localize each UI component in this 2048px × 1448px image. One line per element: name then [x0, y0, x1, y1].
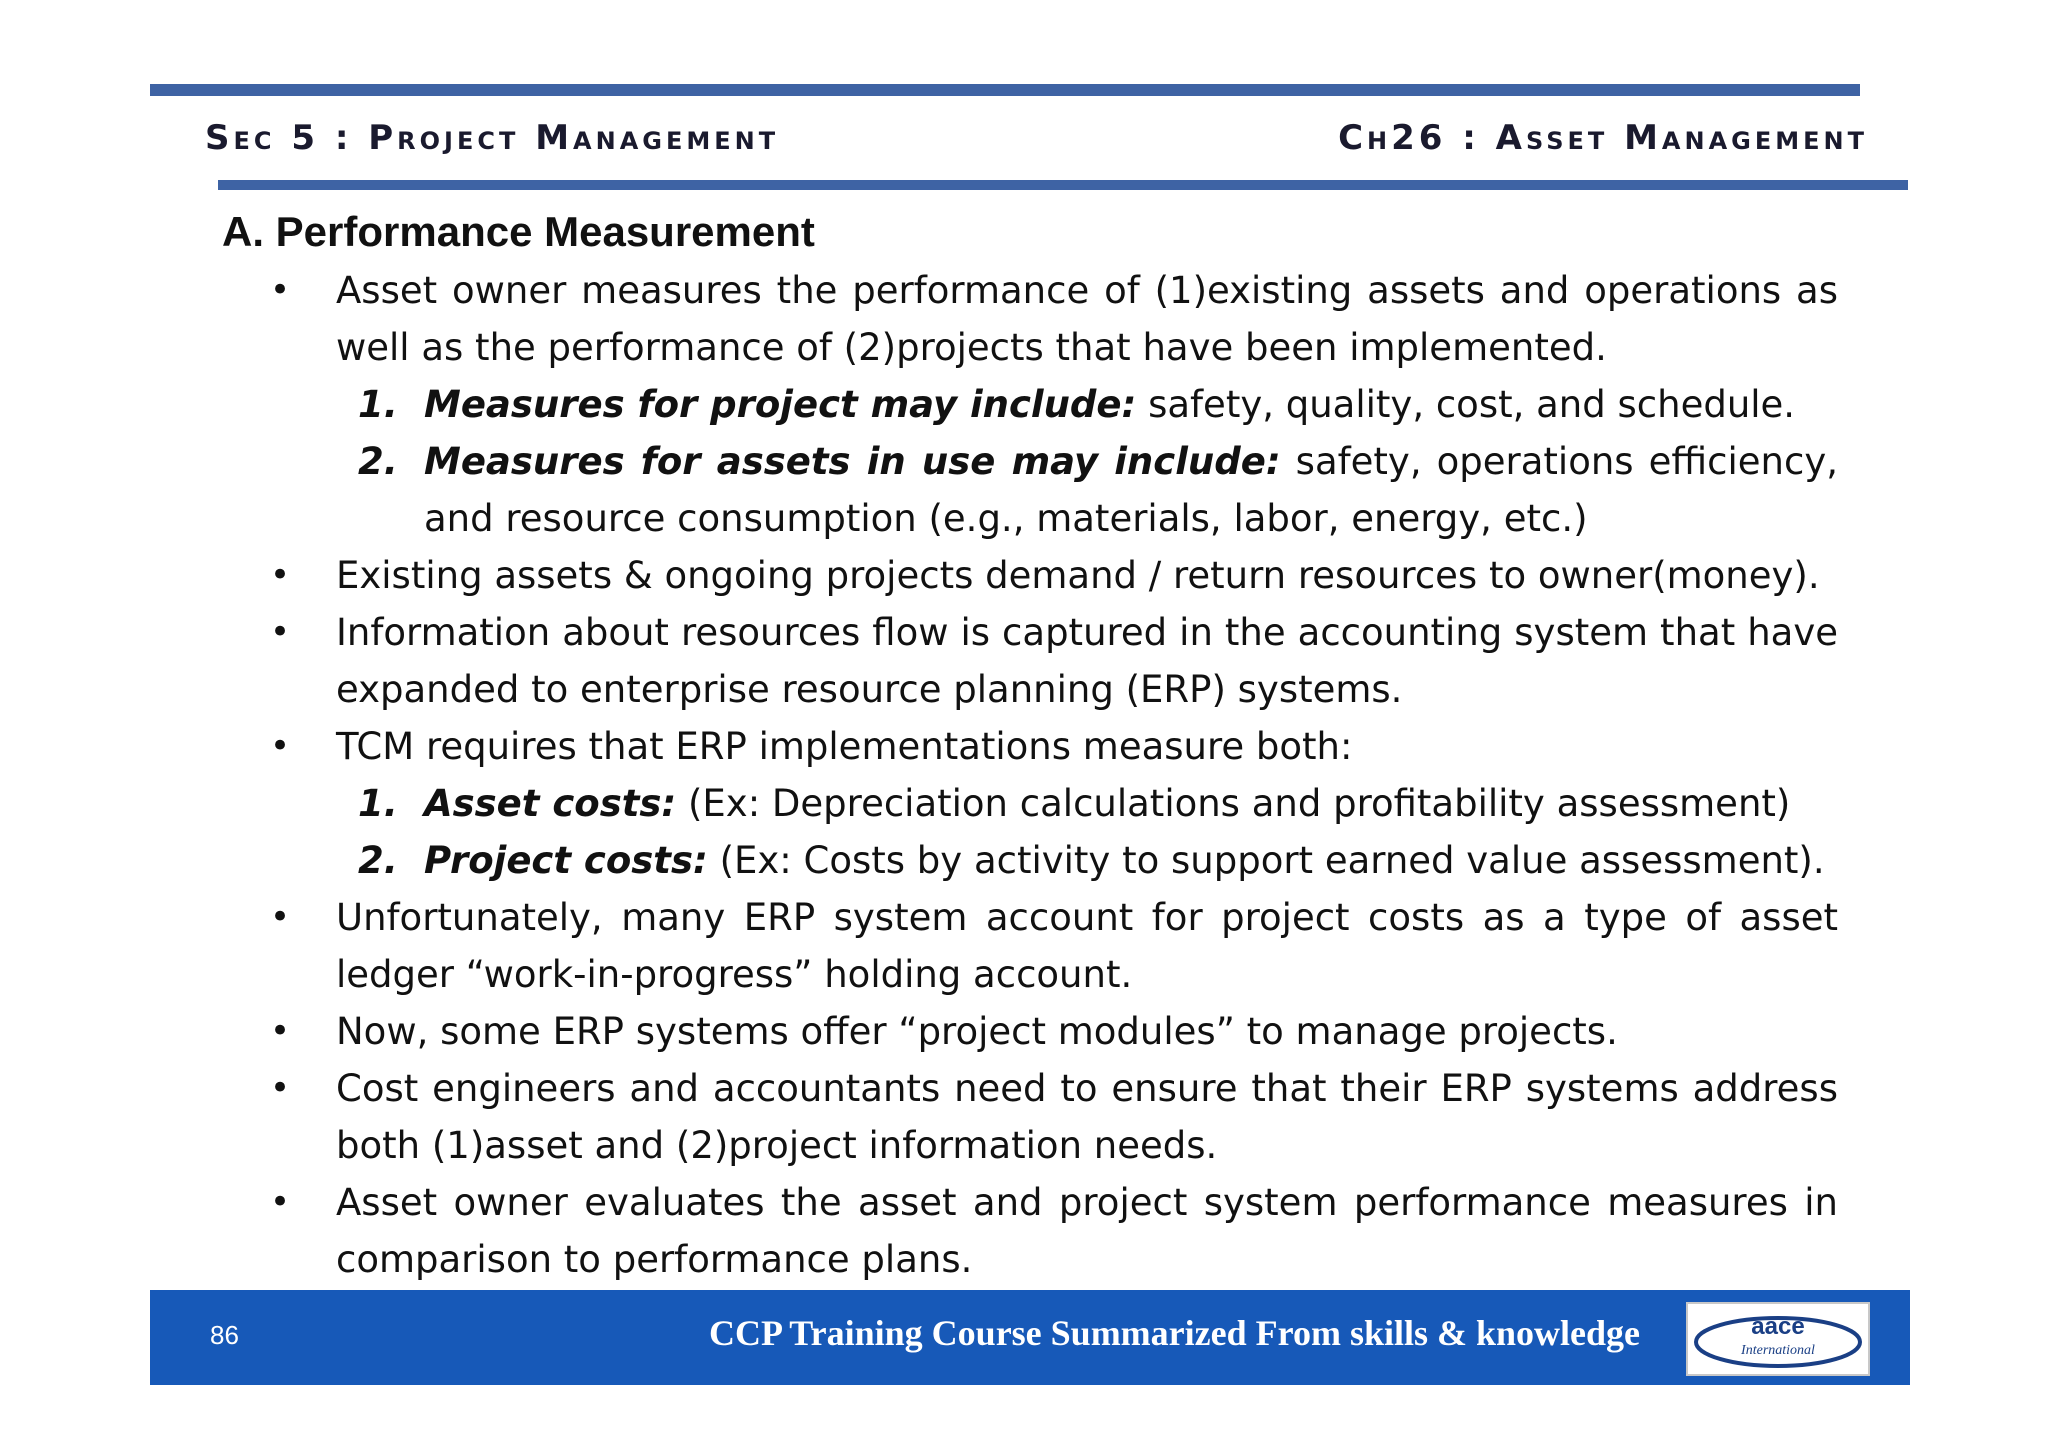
- header-bottom-rule: [218, 180, 1908, 190]
- chapter-header: Ch26 : Asset Management: [1338, 118, 1868, 158]
- logo-text: aace: [1751, 1313, 1805, 1340]
- bullet-icon: •: [270, 270, 291, 310]
- list-item: • TCM requires that ERP implementations measure both:: [268, 718, 1838, 775]
- bullet-icon: •: [270, 726, 291, 766]
- list-item: • Cost engineers and accountants need to ensure that their ERP systems address both (1)asset and (2)project information needs.: [268, 1060, 1838, 1174]
- aace-logo-icon: [1688, 1304, 1868, 1374]
- list-item: • Information about resources flow is captured in the accounting system that have expanded to enterprise resource planning (ERP) systems.: [268, 604, 1838, 718]
- page-number: 86: [210, 1320, 239, 1350]
- list-item: • Existing assets & ongoing projects demand / return resources to owner(money).: [268, 547, 1838, 604]
- list-item: • Unfortunately, many ERP system account for project costs as a type of asset ledger “work-in-progress” holding account.: [268, 889, 1838, 1003]
- bullet-icon: •: [270, 612, 291, 652]
- logo-subtext: International: [1741, 1343, 1815, 1358]
- list-item: • Asset owner measures the performance of (1)existing assets and operations as well as the performance of (2)projects that have been implemented.: [268, 262, 1838, 376]
- numbered-item: 2. Project costs: (Ex: Costs by activity to support earned value assessment).: [358, 839, 1825, 882]
- section-header: Sec 5 : Project Management: [205, 118, 780, 158]
- list-item: • Asset owner evaluates the asset and project system performance measures in comparison to performance plans.: [268, 1174, 1838, 1288]
- numbered-item: 1. Asset costs: (Ex: Depreciation calculations and profitability assessment): [358, 782, 1791, 825]
- slide-content: [268, 262, 1838, 1288]
- header-top-rule: [150, 84, 1860, 96]
- bullet-icon: •: [270, 1011, 291, 1051]
- bullet-icon: •: [270, 1182, 291, 1222]
- bullet-icon: •: [270, 555, 291, 595]
- numbered-item: 2. Measures for assets in use may include: safety, operations efficiency, and resource consumption (e.g., materials, labor, energy, etc.): [358, 440, 1839, 540]
- aace-logo: [1686, 1302, 1870, 1376]
- bullet-icon: •: [270, 897, 291, 937]
- footer-text: CCP Training Course Summarized From skills & knowledge: [708, 1313, 1640, 1353]
- section-title: A. Performance Measurement: [222, 208, 815, 255]
- bullet-icon: •: [270, 1068, 291, 1108]
- footer-bar: [150, 1290, 1910, 1385]
- list-item: • Now, some ERP systems offer “project modules” to manage projects.: [268, 1003, 1838, 1060]
- numbered-item: 1. Measures for project may include: safety, quality, cost, and schedule.: [358, 383, 1796, 426]
